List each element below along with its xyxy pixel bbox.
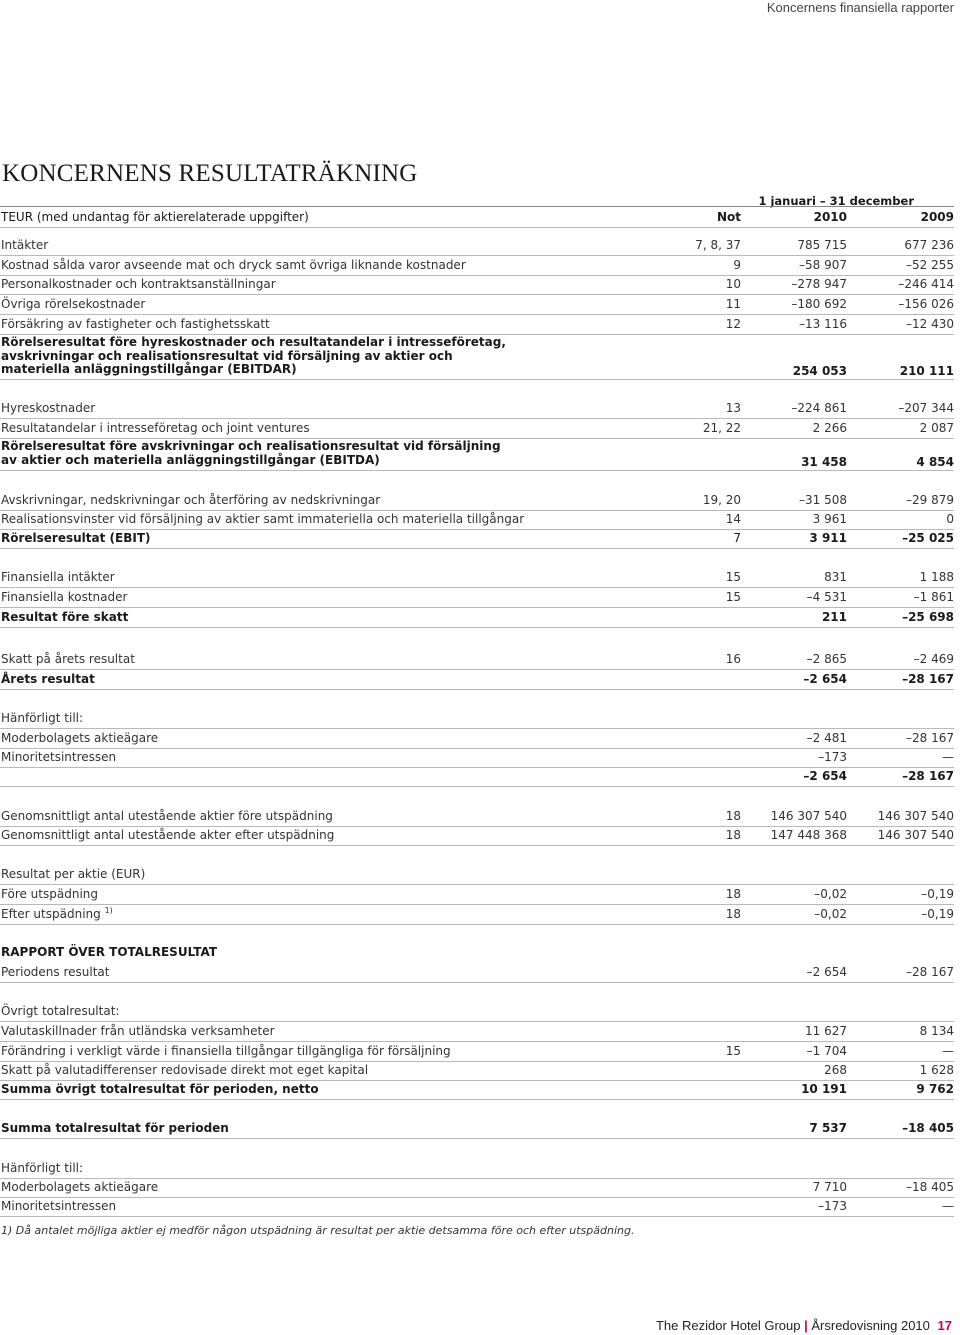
row-label: Minoritetsintressen [1,750,117,764]
row-value-2010: –31 508 [799,493,847,507]
row-value-2009: 210 111 [899,363,954,378]
row-label: Årets resultat [1,672,95,686]
row-label: Före utspädning [1,887,98,901]
row-value-2010: –2 654 [803,672,847,686]
row-value-2010: –278 947 [791,277,847,291]
table-row [0,235,954,256]
row-note: 15 [725,570,741,584]
subtotal-row-oci [0,1079,954,1100]
row-value-2009: –25 025 [902,531,954,545]
table-row [0,1060,954,1081]
row-label: Skatt på valutadifferenser redovisade direkt mot eget kapital [1,1063,369,1077]
row-note: 21, 22 [702,421,741,435]
footer-company: The Rezidor Hotel Group [655,1318,801,1333]
column-header-not: Not [716,210,741,224]
row-value-2010: 211 [821,610,847,624]
row-note: 14 [725,512,741,526]
row-value-2009: –18 405 [906,1180,954,1194]
row-value-2010: –173 [818,750,847,764]
table-row [0,825,954,846]
row-value-2009: –25 698 [902,610,954,624]
row-label: Förändring i verkligt värde i finansiella tillgångar tillgängliga för försäljning [1,1044,451,1058]
footnote: 1) Då antalet möjliga aktier ej medför någon utspädning är resultat per aktie detsamma före och efter utspädning. [1,1224,635,1237]
row-value-2010: 7 710 [812,1180,847,1194]
row-value-2009: –28 167 [902,672,954,686]
row-value-2009: 4 854 [916,454,954,469]
table-row [0,904,954,925]
row-note: 13 [725,401,741,415]
row-label: Rörelseresultat före hyreskostnader och resultatandelar i intresseföretag, avskrivningar och realisationsresultat vid försäljning av aktier och materiella anläggningstillgångar (EBITDAR) [1,335,506,376]
row-label: Försäkring av fastigheter och fastighetsskatt [1,317,270,331]
total-row-comprehensive [0,1118,954,1139]
row-label: Genomsnittligt antal utestående akter efter utspädning [1,828,335,842]
row-value-2010: 2 266 [812,421,847,435]
row-value-2010: 147 448 368 [770,828,847,842]
row-note: 18 [725,907,741,921]
row-value-2010: 31 458 [801,454,847,469]
row-value-2009: –0,19 [921,887,954,901]
row-value-2009: 8 134 [919,1024,954,1038]
row-label: Övrigt totalresultat: [1,1004,120,1018]
row-label-text: Efter utspädning [1,907,101,921]
row-label: Finansiella intäkter [1,570,115,584]
page-number: 17 [937,1318,952,1333]
row-value-2009: –28 167 [906,965,954,979]
row-label: Kostnad sålda varor avseende mat och dryck samt övriga liknande kostnader [1,258,466,272]
subtotal-row-pretax [0,607,954,628]
row-label: Finansiella kostnader [1,590,128,604]
column-header-2010: 2010 [813,210,847,224]
row-value-2009: — [942,750,954,764]
table-row [0,255,954,276]
row-value-2009: 1 188 [919,570,954,584]
row-value-2009: 677 236 [904,238,954,252]
row-value-2010: –180 692 [791,297,847,311]
subtotal-row-ebitdar [0,336,954,380]
row-value-2010: –0,02 [814,907,847,921]
row-note: 15 [725,1044,741,1058]
table-row [0,509,954,530]
row-value-2009: –28 167 [906,731,954,745]
row-label: Hyreskostnader [1,401,96,415]
table-row [0,1158,954,1179]
row-value-2009: — [942,1199,954,1213]
row-value-2009: –52 255 [906,258,954,272]
row-value-2010: 10 191 [801,1082,847,1096]
row-label: Resultat per aktie (EUR) [1,867,146,881]
section-title: RAPPORT ÖVER TOTALRESULTAT [1,945,218,959]
subtotal-row-ebitda [0,440,954,471]
table-row [0,1196,954,1217]
row-value-2009: –2 469 [913,652,954,666]
row-value-2009: 2 087 [919,421,954,435]
table-row [0,587,954,608]
row-value-2010: 3 961 [812,512,847,526]
row-value-2010: –13 116 [799,317,847,331]
row-label: Resultatandelar i intresseföretag och joint ventures [1,421,310,435]
row-label: Hänförligt till: [1,711,84,725]
running-header: Koncernens finansiella rapporter [766,0,954,15]
row-value-2010: –2 481 [806,731,847,745]
row-value-2009: –29 879 [906,493,954,507]
row-value-2009: –0,19 [921,907,954,921]
row-note: 19, 20 [702,493,741,507]
row-value-2010: 785 715 [797,238,847,252]
row-label: Minoritetsintressen [1,1199,117,1213]
row-value-2009: –246 414 [898,277,954,291]
footer-report: Årsredovisning 2010 [811,1318,930,1333]
row-note: 15 [725,590,741,604]
row-note: 10 [725,277,741,291]
row-label: Rörelseresultat (EBIT) [1,531,151,545]
row-label: Genomsnittligt antal utestående aktier före utspädning [1,809,333,823]
row-label: Avskrivningar, nedskrivningar och återföring av nedskrivningar [1,493,381,507]
row-label: Personalkostnader och kontraktsanställningar [1,277,276,291]
table-row [0,864,954,885]
row-value-2010: –224 861 [791,401,847,415]
row-value-2009: –12 430 [906,317,954,331]
row-label: Summa totalresultat för perioden [1,1121,229,1135]
table-row [0,1177,954,1198]
page-title: KONCERNENS RESULTATRÄKNING [2,160,418,187]
row-note: 18 [725,887,741,901]
row-note: 16 [725,652,741,666]
table-row [0,649,954,670]
row-value-2010: –1 704 [806,1044,847,1058]
table-row [0,884,954,905]
table-row [0,314,954,335]
row-label: Summa övrigt totalresultat för perioden, netto [1,1082,319,1096]
table-row [0,1041,954,1062]
row-note: 7, 8, 37 [695,238,741,252]
row-value-2009: –18 405 [902,1121,954,1135]
column-header-label: TEUR (med undantag för aktierelaterade uppgifter) [1,210,309,224]
row-label: Moderbolagets aktieägare [1,1180,159,1194]
row-value-2009: 1 628 [919,1063,954,1077]
row-value-2009: –28 167 [902,769,954,783]
section-heading [0,942,954,962]
table-row [0,567,954,588]
subtotal-row-net-result [0,669,954,690]
row-label: Moderbolagets aktieägare [1,731,159,745]
table-row [0,962,954,983]
row-value-2010: –58 907 [799,258,847,272]
row-note: 9 [733,258,741,272]
table-row [0,1001,954,1022]
row-value-2010: –0,02 [814,887,847,901]
footnote-marker: 1) [104,906,113,915]
row-value-2010: 831 [824,570,847,584]
table-row [0,708,954,729]
row-value-2010: –2 654 [803,769,847,783]
row-label: Rörelseresultat före avskrivningar och realisationsresultat vid försäljning av aktier och materiella anläggningstillgångar (EBITDA) [1,439,501,467]
row-note: 18 [725,809,741,823]
row-note: 12 [725,317,741,331]
row-value-2009: –1 861 [913,590,954,604]
row-label: Övriga rörelsekostnader [1,297,146,311]
table-row [0,294,954,315]
table-row [0,747,954,768]
table-row [0,728,954,749]
row-label: Resultat före skatt [1,610,129,624]
row-value-2009: –156 026 [898,297,954,311]
row-value-2009: 146 307 540 [877,809,954,823]
row-label: Realisationsvinster vid försäljning av aktier samt immateriella och materiella tillgångar [1,512,525,526]
row-value-2010: 146 307 540 [770,809,847,823]
row-value-2009: 9 762 [916,1082,954,1096]
row-value-2009: 146 307 540 [877,828,954,842]
row-value-2010: –4 531 [806,590,847,604]
subtotal-row-ebit [0,528,954,549]
row-label [1,904,113,924]
subtotal-row-attributable [0,766,954,787]
table-row [0,1021,954,1042]
row-note: 18 [725,828,741,842]
row-value-2010: 11 627 [805,1024,847,1038]
row-value-2010: 7 537 [809,1121,847,1135]
row-value-2010: –173 [818,1199,847,1213]
table-row [0,806,954,827]
table-row [0,398,954,419]
table-row [0,274,954,295]
period-heading: 1 januari – 31 december [758,194,914,208]
row-label: Periodens resultat [1,965,110,979]
row-value-2009: –207 344 [898,401,954,415]
row-value-2010: 254 053 [792,363,847,378]
row-label: Skatt på årets resultat [1,652,135,666]
row-note: 11 [725,297,741,311]
row-value-2009: — [942,1044,954,1058]
page-footer [656,1318,952,1333]
table-row [0,490,954,511]
row-value-2010: 3 911 [809,531,847,545]
footer-separator: | [804,1318,808,1333]
row-label: Intäkter [1,238,49,252]
row-value-2010: –2 865 [806,652,847,666]
column-header-row [0,207,954,228]
row-value-2010: 268 [824,1063,847,1077]
column-header-2009: 2009 [920,210,954,224]
row-label: Hänförligt till: [1,1161,84,1175]
row-value-2010: –2 654 [806,965,847,979]
table-row [0,418,954,439]
row-note: 7 [733,531,741,545]
row-label: Valutaskillnader från utländska verksamheter [1,1024,275,1038]
row-value-2009: 0 [946,512,954,526]
